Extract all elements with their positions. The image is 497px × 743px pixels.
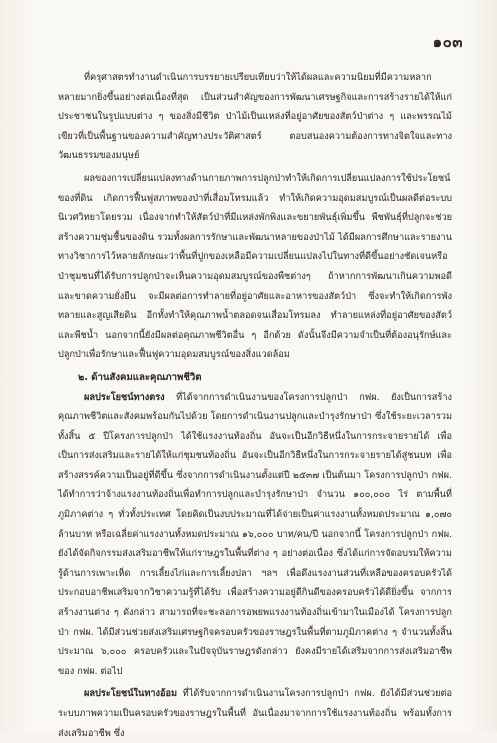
body-text <box>58 68 452 743</box>
paragraph-intro <box>58 68 452 166</box>
paragraph-physical-change <box>58 169 452 365</box>
paragraph-indirect-benefit <box>58 684 452 743</box>
section-heading: ๒. ด้านสังคมและคุณภาพชีวิต <box>78 371 202 383</box>
paragraph-text: ที่ได้รับจากการดำเนินงานโครงการปลูกป่า กฟผ. ยังได้มีส่วนช่วยต่อระบบภาพความเป็นครอบครัวของราษฎรในพื้นที่ อันเนื่องมาจากการใช้แรงงานท้องถิ่น พร้อมทั้งการส่งเสริมอาชีพ ซึ่ง <box>58 688 452 739</box>
paragraph-text: ผลของการเปลี่ยนแปลงทางด้านกายภาพการปลูกป่าทำให้เกิดการเปลี่ยนแปลงการใช้ประโยชน์ของที่ดิน เกิดการฟื้นฟูสภาพของป่าที่เสื่อมโทรมแล้ว ทำให้เกิดความอุดมสมบูรณ์เป็นผลดีต่อระบบนิเวศวิทยาโดยรวม เนื่องจากทำให้สัตว์ป่าที่มีแหล่งพักพิงและขยายพันธุ์เพิ่มขึ้น พืชพันธุ์ที่ปลูกจะช่วยสร้างความชุ่มชื้นของดิน รวมทั้งผลการรักษาและพัฒนาหลายของป่าไม้ ได้มีผลการศึกษาและรายงานทางวิชาการไว้หลายลักษณะว่าพื้นที่ปูกของเหลือมีความเปลี่ยนแปลงไปในทางที่ดีขึ้นอย่างชัดเจนหรือป่าชุมชนที่ได้รับการปลูกป่าจะเห็นความอุดมสมบูรณ์ของพืชต่างๆ ถ้าหากการพัฒนาเกินความพอดีและขาดความยั่งยืน จะมีผลต่อการทำลายที่อยู่อาศัยและอาหารของสัตว์ป่า ซึ่งจะทำให้เกิดการพังทลายและสูญเสียดิน อีกทั้งทำให้คุณภาพน้ำตลอดจนเสื่อมโทรมลง ทำลายแหล่งที่อยู่อาศัยของสัตว์และพืชน้ำ นอกจากนี้ยังมีผลต่อคุณภาพชีวิตอื่น ๆ อีกด้วย ดังนั้นจึงมีความจำเป็นที่ต้องอนุรักษ์และปลูกป่าเพื่อรักษาและฟื้นฟูความอุดมสมบูรณ์ของสิ่งแวดล้อม <box>58 172 452 361</box>
paragraph-text: ที่ครุศาสตรทำงานดำเนินการบรรยายเปรียบเทียบว่าให้ได้ผลและความนิยมที่มีความหลากหลายมากยิ่งขึ้นอย่างต่อเนื่องที่สุด เป็นส่วนสำคัญของการพัฒนาเศรษฐกิจและการสร้างรายได้ให้แก่ประชาชนในรูปแบบต่าง ๆ ของสิ่งมีชีวิต ป่าไม้เป็นแหล่งที่อยู่อาศัยของสัตว์ป่าต่าง ๆ และพรรณไม้เขียวที่เป็นพื้นฐานของความสำคัญทางประวัติศาสตร์ ตอบสนองความต้องการทางจิตใจและทางวัฒนธรรมของมนุษย์ <box>58 72 452 162</box>
paragraph-text: ที่ได้จากการดำเนินงานของโครงการปลูกป่า กฟผ. ยังเป็นการสร้างคุณภาพชีวิตและสังคมพร้อมกันไปด้วย โดยการดำเนินงานปลูกและบำรุงรักษาป่า ซึ่งใช้ระยะเวลารวมทั้งสิ้น ๕ ปีโครงการปลูกป่า ได้ใช้แรงงานท้องถิ่น อันจะเป็นอีกวิธีหนึ่งในการกระจายรายได้ เพื่อเป็นการส่งเสริมและรายได้ให้แก่ชุมชนท้องถิ่น อันจะเป็นอีกวิธีหนึ่งในการกระจายรายได้สู่ชนบท เพื่อสร้างสรรค์ความเป็นอยู่ที่ดีขึ้น ซึ่งจากการดำเนินงานตั้งแต่ปี ๒๕๓๗ เป็นต้นมา โครงการปลูกป่า กฟผ. ได้ทำการว่าจ้างแรงงานท้องถิ่นเพื่อทำการปลูกและบำรุงรักษาป่า จำนวน ๑๐๐,๐๐๐ ไร่ ตามพื้นที่ภูมิภาคต่าง ๆ ทั่วทั้งประเทศ โดยคิดเป็นงบประมาณที่ได้จ่ายเป็นค่าแรงงานทั้งหมดประมาณ ๑,๐๗๐ ล้านบาท หรือเฉลี่ยค่าแรงงานทั้งหมดประมาณ ๑๖,๐๐๐ บาท/คน/ปี นอกจากนี้ โครงการปลูกป่า กฟผ. ยังได้จัดกิจกรรมส่งเสริมอาชีพให้แก่ราษฎรในพื้นที่ต่าง ๆ อย่างต่อเนื่อง ซึ่งได้แก่การจัดอบรมให้ความรู้ด้านการเพาะเห็ด การเลี้ยงไก่และการเลี้ยงปลา ฯลฯ เพื่อดึงแรงงานส่วนที่เหลือของครอบครัวได้ประกอบอาชีพเสริมจากวิชาความรู้ที่ได้รับ เพื่อสร้างความอยู่ดีกินดีของครอบครัวได้ดียิ่งขึ้น จากการสร้างงานต่าง ๆ ดังกล่าว สามารถที่จะชะลอการอพยพแรงงานท้องถิ่นเข้ามาในเมืองได้ โครงการปลูกป่า กฟผ. ได้มีส่วนช่วยส่งเสริมเศรษฐกิจครอบครัวของราษฎรในพื้นที่ตามภูมิภาคต่าง ๆ จำนวนทั้งสิ้นประมาณ ๖,๐๐๐ ครอบครัวและในปัจจุบันราษฎรดังกล่าว ยังคงมีรายได้เสริมจากการส่งเสริมอาชีพของ กฟผ. ต่อไป <box>58 391 452 677</box>
paragraph-lead: ผลประโยชน์ทางตรง <box>84 391 165 403</box>
paragraph-direct-benefit <box>58 388 452 682</box>
paragraph-lead: ผลประโยชน์ในทางอ้อม <box>84 688 178 700</box>
page-number: ๑๐๓ <box>432 33 463 51</box>
